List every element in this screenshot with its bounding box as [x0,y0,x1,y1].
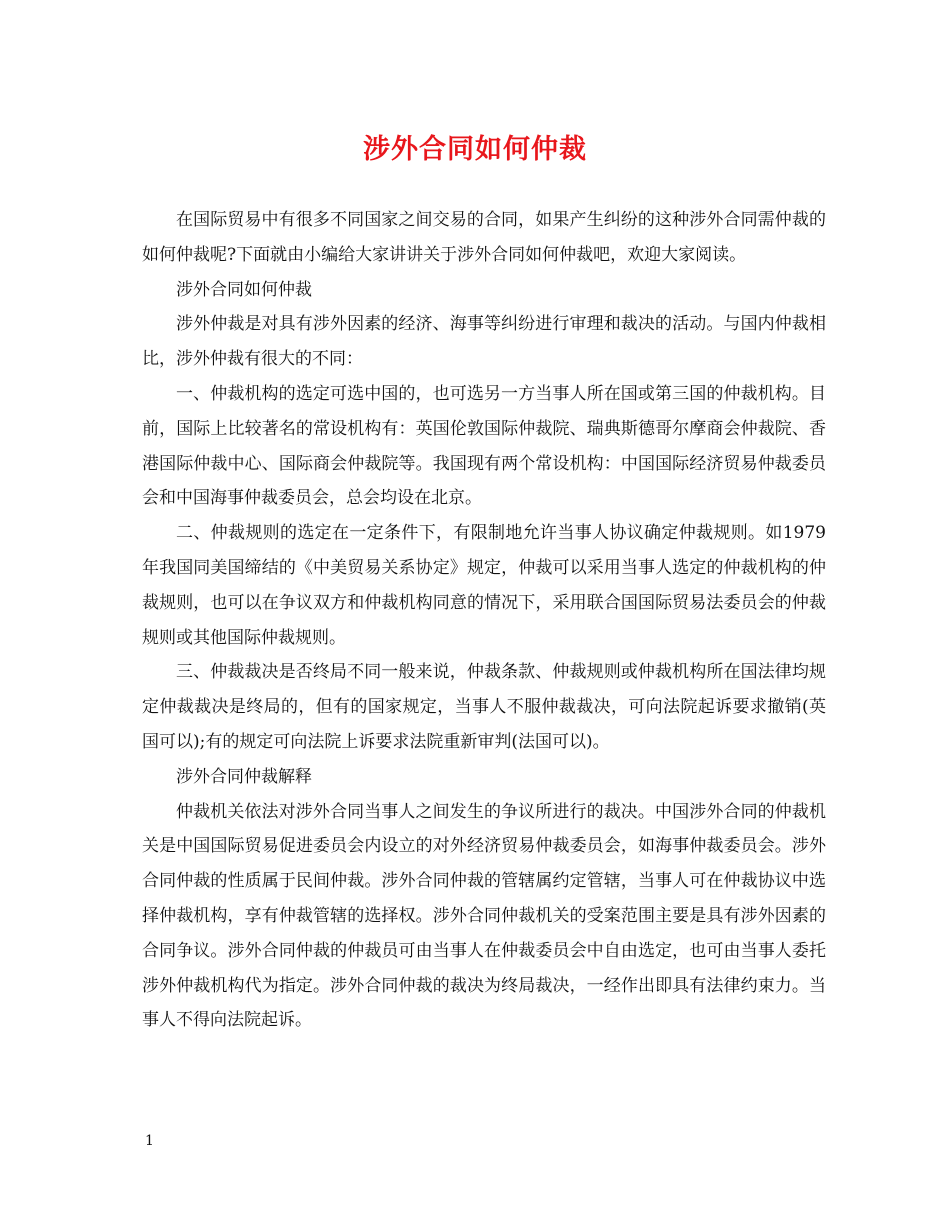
document-title: 涉外合同如何仲裁 [363,134,587,165]
paragraph-point-3: 三、仲裁裁决是否终局不同一般来说，仲裁条款、仲裁规则或仲裁机构所在国法律均规定仲裁裁决是终局的，但有的国家规定，当事人不服仲裁裁决，可向法院起诉要求撤销(英国可以);有的规定可向法院上诉要求法院重新审判(法国可以)。 [142,662,826,752]
page-number: 1 [145,1133,154,1149]
paragraph-definition: 涉外仲裁是对具有涉外因素的经济、海事等纠纷进行审理和裁决的活动。与国内仲裁相比，涉外仲裁有很大的不同： [142,314,826,370]
document-body [142,203,826,1038]
section-heading-explanation: 涉外合同仲裁解释 [176,766,312,787]
section-heading-how-to-arbitrate: 涉外合同如何仲裁 [176,279,312,300]
paragraph-explanation: 仲裁机关依法对涉外合同当事人之间发生的争议所进行的裁决。中国涉外合同的仲裁机关是中国国际贸易促进委员会内设立的对外经济贸易仲裁委员会，如海事仲裁委员会。涉外合同仲裁的性质属于民间仲裁。涉外合同仲裁的管辖属约定管辖，当事人可在仲裁协议中选择仲裁机构，享有仲裁管辖的选择权。涉外合同仲裁机关的受案范围主要是具有涉外因素的合同争议。涉外合同仲裁的仲裁员可由当事人在仲裁委员会中自由选定，也可由当事人委托涉外仲裁机构代为指定。涉外合同仲裁的裁决为终局裁决，一经作出即具有法律约束力。当事人不得向法院起诉。 [142,801,826,1031]
paragraph-point-1: 一、仲裁机构的选定可选中国的，也可选另一方当事人所在国或第三国的仲裁机构。目前，国际上比较著名的常设机构有：英国伦敦国际仲裁院、瑞典斯德哥尔摩商会仲裁院、香港国际仲裁中心、国际商会仲裁院等。我国现有两个常设机构：中国国际经济贸易仲裁委员会和中国海事仲裁委员会，总会均设在北京。 [142,383,826,509]
paragraph-intro: 在国际贸易中有很多不同国家之间交易的合同，如果产生纠纷的这种涉外合同需仲裁的如何仲裁呢?下面就由小编给大家讲讲关于涉外合同如何仲裁吧，欢迎大家阅读。 [142,210,826,265]
paragraph-point-2: 二、仲裁规则的选定在一定条件下，有限制地允许当事人协议确定仲裁规则。如1979年我国同美国缔结的《中美贸易关系协定》规定，仲裁可以采用当事人选定的仲裁机构的仲裁规则，也可以在争议双方和仲裁机构同意的情况下，采用联合国国际贸易法委员会的仲裁规则或其他国际仲裁规则。 [142,523,826,648]
